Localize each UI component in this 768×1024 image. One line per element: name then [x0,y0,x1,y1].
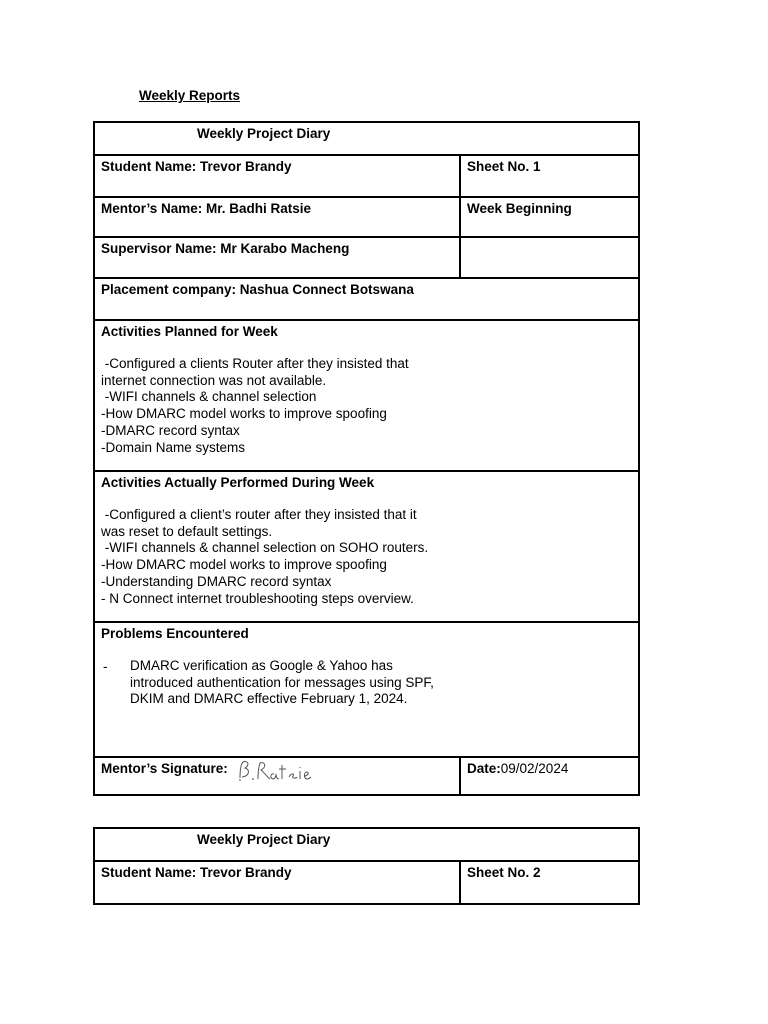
planned-line: -DMARC record syntax [101,422,240,438]
sheet-number: Sheet No. 1 [460,155,639,197]
planned-line: -WIFI channels & channel selection [101,389,317,405]
planned-line: internet connection was not available. [101,372,327,388]
bullet-dash: - [103,659,108,674]
week-beginning: Week Beginning [460,197,639,237]
mentor-signature-cell [94,757,460,795]
activities-planned-section [94,320,639,471]
planned-line: -How DMARC model works to improve spoofing [101,406,387,422]
handwritten-signature [234,758,330,784]
sheet-number: Sheet No. 2 [460,861,639,904]
mentor-name: Mentor’s Name: Mr. Badhi Ratsie [94,197,460,237]
diary-title: Weekly Project Diary [94,122,639,155]
date-value: 09/02/2024 [500,761,569,776]
weekly-diary-table-1 [93,121,640,796]
date-cell [460,757,639,795]
problem-line: DKIM and DMARC effective February 1, 2024. [130,691,408,707]
mentor-signature-label: Mentor’s Signature: [101,761,228,776]
activities-planned-title: Activities Planned for Week [101,324,278,339]
performed-line: -Configured a client’s router after they insisted that it [101,507,417,522]
problem-line: DMARC verification as Google & Yahoo has [130,658,393,673]
planned-line: -Configured a clients Router after they insisted that [101,356,409,371]
student-name: Student Name: Trevor Brandy [94,155,460,197]
page-heading: Weekly Reports [139,88,241,103]
performed-line: -Understanding DMARC record syntax [101,573,332,589]
week-beginning-value [460,237,639,278]
performed-line: -How DMARC model works to improve spoofing [101,557,387,573]
planned-line: -Domain Name systems [101,439,246,455]
problem-line: introduced authentication for messages using SPF, [130,674,434,690]
student-name: Student Name: Trevor Brandy [94,861,460,904]
supervisor-name: Supervisor Name: Mr Karabo Macheng [94,237,460,278]
placement-company: Placement company: Nashua Connect Botswana [94,278,639,320]
activities-performed-title: Activities Actually Performed During Week [101,475,375,490]
problems-section [94,622,639,757]
weekly-diary-table-2 [93,827,640,905]
performed-line: was reset to default settings. [101,523,273,539]
problems-title: Problems Encountered [101,626,249,641]
performed-line: - N Connect internet troubleshooting steps overview. [101,590,414,606]
date-label: Date: [467,761,501,776]
diary-title: Weekly Project Diary [94,828,639,861]
performed-line: -WIFI channels & channel selection on SOHO routers. [101,540,429,556]
activities-performed-section [94,471,639,622]
